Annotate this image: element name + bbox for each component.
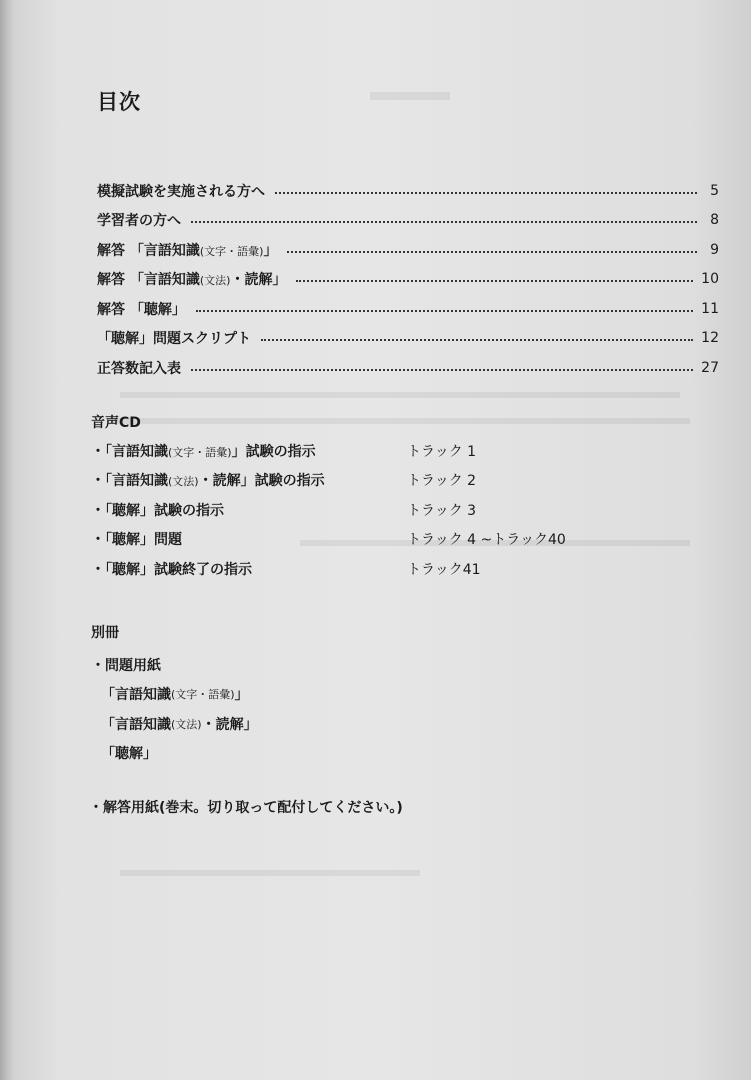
dot-leader xyxy=(261,339,693,341)
toc-label-main: 解答 「言語知識 xyxy=(97,242,200,259)
booklet-list xyxy=(91,650,258,768)
cd-track-row xyxy=(91,525,566,555)
booklet-item: ・問題用紙 xyxy=(91,657,161,674)
booklet-heading: 別冊 xyxy=(91,625,119,641)
toc-page-number: 12 xyxy=(701,330,719,347)
toc-label: 学習者の方へ xyxy=(97,213,181,230)
toc-row xyxy=(97,235,719,265)
booklet-sub-end: ・読解」 xyxy=(201,716,258,733)
toc-label: 「聴解」問題スクリプト xyxy=(97,331,251,348)
cd-label-note: (文法) xyxy=(168,475,199,489)
dot-leader xyxy=(287,251,697,253)
cd-track-number: トラック 4 ~トラック40 xyxy=(407,532,566,549)
toc-label-main: 解答 「言語知識 xyxy=(97,272,200,289)
booklet-sub-main: 「言語知識 xyxy=(101,716,171,733)
dot-leader xyxy=(275,192,697,194)
cd-label-end: ・読解」試験の指示 xyxy=(198,473,325,490)
table-of-contents xyxy=(97,176,719,383)
toc-row xyxy=(97,206,719,236)
cd-track-label: ・「聴解」試験の指示 xyxy=(91,502,224,519)
booklet-sub-main: 「言語知識 xyxy=(101,687,171,704)
booklet-subitem xyxy=(91,680,258,710)
cd-label-main: ・「言語知識 xyxy=(91,443,168,460)
toc-page-number: 10 xyxy=(701,271,719,288)
cd-track-label: ・「聴解」問題 xyxy=(91,532,182,549)
toc-label-end: 」 xyxy=(263,242,278,259)
toc-row xyxy=(97,353,719,383)
cd-track-row xyxy=(91,466,566,496)
show-through xyxy=(120,870,420,876)
dot-leader xyxy=(191,221,697,223)
booklet-sub-note: (文法) xyxy=(171,717,202,731)
cd-label-note: (文字・語彙) xyxy=(168,445,232,459)
cd-track-label: ・「聴解」試験終了の指示 xyxy=(91,561,252,578)
booklet-sub-note: (文字・語彙) xyxy=(171,688,235,702)
cd-track-row xyxy=(91,436,566,466)
toc-page-number: 27 xyxy=(701,359,719,376)
cd-track-row xyxy=(91,495,566,525)
toc-label: 解答 「聴解」 xyxy=(97,301,186,318)
cd-track-number: トラック41 xyxy=(407,561,481,578)
toc-row xyxy=(97,294,719,324)
booklet-sub-end: 」 xyxy=(234,687,249,704)
audio-cd-heading: 音声CD xyxy=(91,415,141,431)
cd-track-number: トラック 3 xyxy=(407,502,477,519)
cd-track-number: トラック 1 xyxy=(407,443,477,460)
answer-sheet-note: ・解答用紙(巻末。切り取って配付してください。) xyxy=(89,800,403,816)
toc-page-number: 5 xyxy=(710,182,719,199)
toc-label-note: (文字・語彙) xyxy=(199,244,264,258)
toc-page-number: 11 xyxy=(701,300,719,317)
cd-track-label xyxy=(91,441,407,461)
toc-label xyxy=(97,269,286,289)
cd-track-number: トラック 2 xyxy=(407,473,477,490)
toc-page-number: 8 xyxy=(710,212,719,229)
toc-label-end: ・読解」 xyxy=(230,272,287,289)
toc-row xyxy=(97,176,719,206)
show-through xyxy=(110,418,690,424)
audio-cd-list xyxy=(91,436,566,584)
dot-leader xyxy=(196,310,693,312)
page-title: 目次 xyxy=(97,90,141,114)
cd-label-end: 」試験の指示 xyxy=(231,443,316,460)
toc-page-number: 9 xyxy=(710,241,719,258)
toc-label-note: (文法) xyxy=(199,274,231,288)
cd-track-row xyxy=(91,554,566,584)
toc-row xyxy=(97,324,719,354)
toc-label: 模擬試験を実施される方へ xyxy=(97,183,265,200)
toc-label xyxy=(97,240,277,260)
booklet-subitem xyxy=(91,709,258,739)
cd-track-label xyxy=(91,470,407,490)
booklet-subitem: 「聴解」 xyxy=(101,746,157,763)
toc-label: 正答数記入表 xyxy=(97,360,181,377)
dot-leader xyxy=(191,369,693,371)
show-through xyxy=(370,92,450,100)
dot-leader xyxy=(296,280,693,282)
toc-row xyxy=(97,265,719,295)
show-through xyxy=(120,392,680,398)
page-binding-shadow xyxy=(0,0,14,1080)
cd-label-main: ・「言語知識 xyxy=(91,473,168,490)
